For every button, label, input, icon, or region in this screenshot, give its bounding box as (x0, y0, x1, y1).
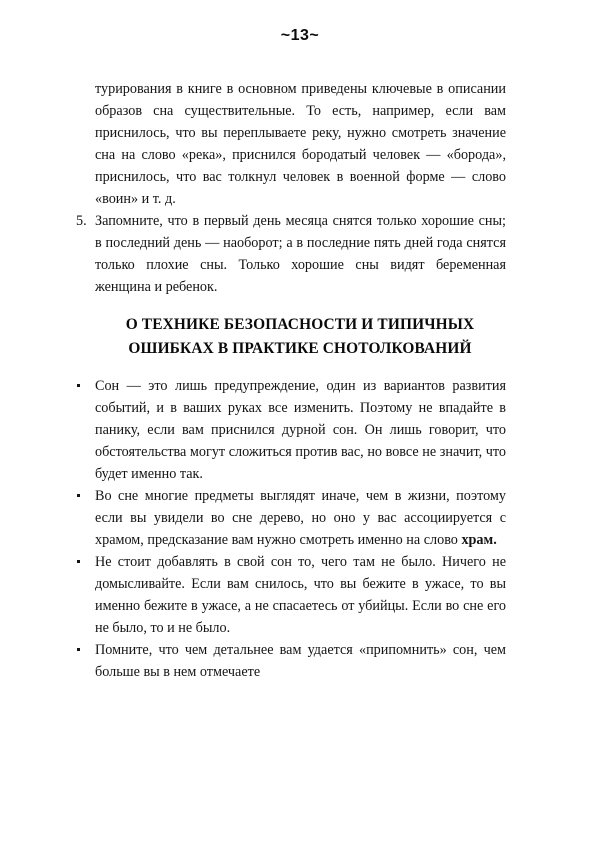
section-heading (76, 313, 524, 361)
bullet-item-text: Во сне многие предметы выглядят иначе, чем в жизни, поэтому если вы увидели во сне дерево, но оно у вас ассоциируется с храмом, предсказание вам нужно смотреть именно на слово (95, 488, 506, 548)
section-heading-line-1: О ТЕХНИКЕ БЕЗОПАСНОСТИ И ТИПИЧНЫХ (125, 316, 475, 333)
bulleted-list (76, 375, 506, 683)
bullet-square-icon (77, 560, 80, 563)
numbered-list-item (76, 210, 506, 298)
section-heading-line-2: ОШИБКАХ В ПРАКТИКЕ СНОТОЛКОВАНИЙ (128, 340, 472, 357)
bullet-square-icon (77, 648, 80, 651)
bullet-list-item (76, 485, 506, 551)
bullet-item-emphasis: храм. (461, 532, 497, 548)
bullet-item-text: Помните, что чем детальнее вам удается «припомнить» сон, чем больше вы в нем отмечаете (95, 642, 506, 680)
bullet-item-text: Сон — это лишь предупреждение, один из вариантов развития событий, и в ваших руках все изменить. Поэтому не впадайте в панику, если вам приснился дурной сон. Он лишь говорит, что обстоятельства могут сложиться против вас, но вовсе не значит, что будет именно так. (95, 378, 506, 482)
numbered-list (76, 210, 506, 298)
bullet-square-icon (77, 494, 80, 497)
continued-paragraph: турирования в книге в основном приведены ключевые в описании образов сна существительные. То есть, например, если вам приснилось, что вы переплываете реку, нужно смотреть значение сна на слово «река», приснился бородатый человек — «борода», приснилось, что вас толкнул человек в военной форме — слово «воин» и т. д. (95, 81, 506, 207)
bullet-list-item (76, 639, 506, 683)
bullet-square-icon (77, 384, 80, 387)
page-number: ~13~ (280, 27, 320, 44)
bullet-list-item (76, 375, 506, 485)
bullet-list-item (76, 551, 506, 639)
list-number-marker: 5. (76, 213, 87, 229)
bullet-item-text: Не стоит добавлять в свой сон то, чего там не было. Ничего не домысливайте. Если вам снилось, что вы бежите в ужасе, то вы именно бежите в ужасе, а не спасаетесь от убийцы. Если во сне его не было, то и не было. (95, 554, 506, 636)
numbered-item-text: Запомните, что в первый день месяца снятся только хорошие сны; в последний день — наоборот; а в последние пять дней года снятся только плохие сны. Только хорошие сны видят беременная женщина и ребенок. (95, 213, 506, 295)
body-text-column (76, 78, 506, 298)
